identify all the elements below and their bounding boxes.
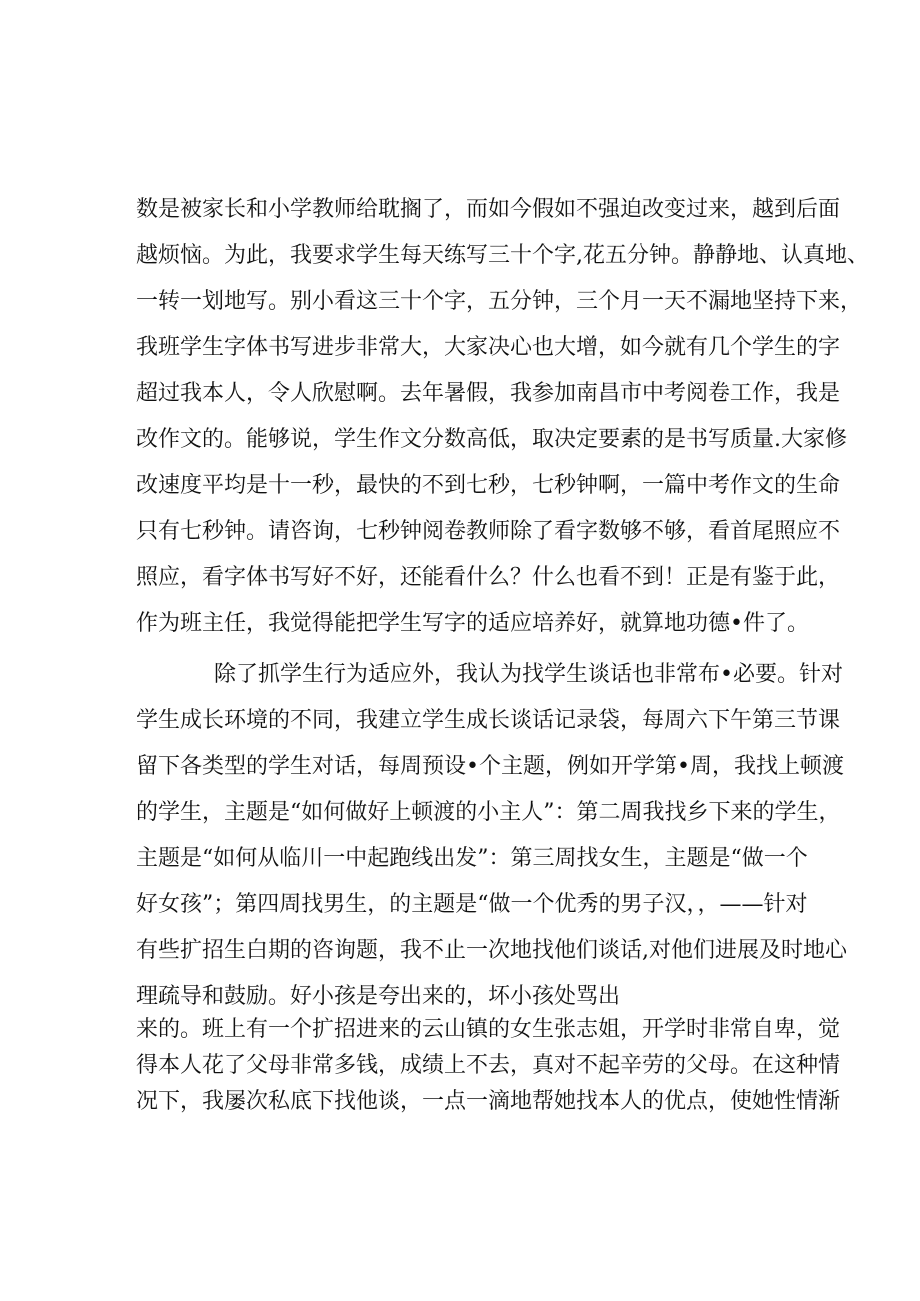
text-line: 照应，看字体书写好不好，还能看什么？什么也看不到！正是有鉴于此， [136, 565, 841, 590]
text-line: 我班学生字体书写进步非常大，大家决心也大增，如今就有几个学生的字 [136, 335, 841, 360]
text-line: 除了抓学生行为适应外，我认为找学生谈话也非常布•必要。针对 [214, 662, 843, 687]
paragraph-3 [136, 1012, 841, 1120]
text-line: 的学生，主题是“如何做好上顿渡的小主人”：第二周我找乡下来的学生， [136, 800, 841, 825]
paragraph-1 [136, 187, 869, 647]
text-line: 超过我本人，令人欣慰啊。去年暑假，我参加南昌市中考阅卷工作，我是 [136, 381, 841, 406]
text-line: 一转一划地写。别小看这三十个字，五分钟，三个月一天不漏地坚持下来， [136, 289, 863, 314]
text-line: 主题是“如何从临川一中起跑线出发”：第三周找女生，主题是“做一个 [136, 846, 808, 871]
text-line: 数是被家长和小学教师给耽搁了，而如今假如不强迫改变过来，越到后面 [136, 197, 841, 222]
text-line: 得本人花了父母非常多钱，成绩上不去，真对不起辛劳的父母。在这种情 [136, 1053, 841, 1078]
text-line: 来的。班上有一个扩招进来的云山镇的女生张志姐，开学时非常自卑，觉 [136, 1017, 841, 1042]
text-line: 况下，我屡次私底下找他谈，一点一滴地帮她找本人的优点，使她性情渐 [136, 1089, 841, 1114]
text-line: 学生成长环境的不同，我建立学生成长谈话记录袋，每周六下午第三节课 [136, 708, 841, 733]
text-line: 好女孩”；第四周找男生，的主题是“做一个优秀的男子汉，，——针对 [136, 892, 808, 917]
text-line: 只有七秒钟。请咨询，七秒钟阅卷教师除了看字数够不够，看首尾照应不 [136, 519, 841, 544]
text-line: 改作文的。能够说，学生作文分数高低，取决定要素的是书写质量.大家修 [136, 427, 847, 452]
text-line: 有些扩招生白期的咨询题，我不止一次地找他们谈话,对他们进展及时地心 [136, 938, 847, 963]
text-line: 理疏导和鼓励。好小孩是夸出来的，坏小孩处骂出 [136, 984, 621, 1009]
text-line: 改速度平均是十一秒，最快的不到七秒，七秒钟啊，一篇中考作文的生命 [136, 473, 841, 498]
text-line: 留下各类型的学生对话，每周预设•个主题，例如开学第•周，我找上顿渡 [136, 754, 844, 779]
text-line: 作为班主任，我觉得能把学生写字的适应培养好，就算地功德•件了。 [136, 611, 809, 636]
text-line: 越烦恼。为此，我要求学生每天练写三十个字,花五分钟。静静地、认真地、 [136, 243, 869, 268]
paragraph-2 [136, 652, 847, 1020]
